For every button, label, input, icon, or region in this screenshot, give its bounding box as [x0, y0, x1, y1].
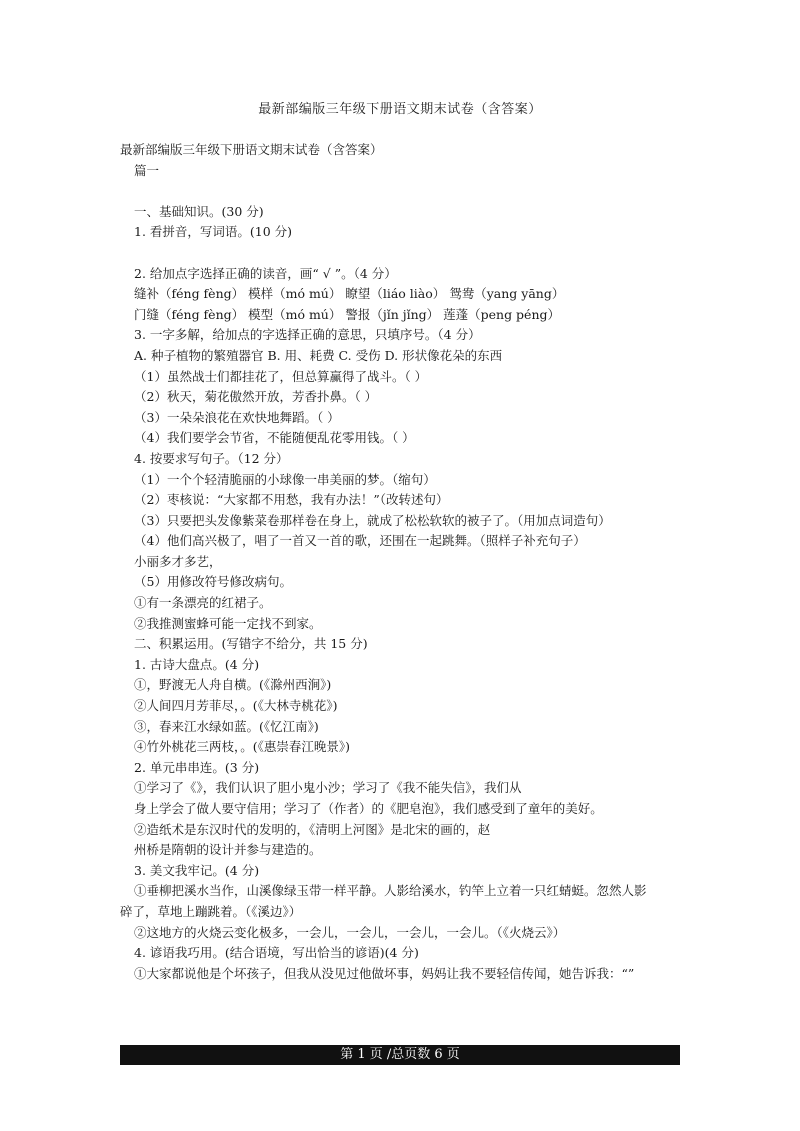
- page-header-title: 最新部编版三年级下册语文期末试卷（含答案）: [258, 102, 542, 117]
- document-line: 3. 美文我牢记。(4 分): [134, 862, 260, 878]
- document-line: 二、积累运用。(写错字不给分，共 15 分): [134, 636, 368, 652]
- document-line: （4）他们高兴极了，唱了一首又一首的歌，还围在一起跳舞。（照样子补充句子）: [134, 533, 586, 549]
- document-line: 碎了，草地上蹦跳着。（《溪边》）: [120, 903, 302, 919]
- document-line: （1）一个个轻清脆丽的小球像一串美丽的梦。（缩句）: [134, 471, 436, 487]
- document-line: [120, 181, 690, 202]
- document-line: ④竹外桃花三两枝，。(《惠崇春江晚景》): [134, 739, 351, 755]
- document-line: ②我推测蜜蜂可能一定找不到家。: [134, 615, 322, 631]
- document-line: （2）秋天，菊花傲然开放，芳香扑鼻。（ ）: [134, 389, 378, 405]
- page-number-label: 第 1 页 /总页数 6 页: [340, 1047, 460, 1062]
- document-line: ①垂柳把溪水当作，山溪像绿玉带一样平静。人影给溪水，钓竿上立着一只红蜻蜓。忽然人影: [134, 883, 647, 899]
- document-line: 4. 谚语我巧用。(结合语境，写出恰当的谚语)(4 分): [134, 945, 419, 961]
- document-line: 1. 古诗大盘点。(4 分): [134, 656, 260, 672]
- document-line: 1. 看拼音，写词语。(10 分): [134, 224, 293, 240]
- document-line: 4. 按要求写句子。（12 分）: [134, 450, 289, 466]
- document-line: ①，野渡无人舟自横。(《滁州西涧》): [134, 677, 332, 693]
- document-line: 小丽多才多艺，: [134, 553, 222, 569]
- document-line: （1）虽然战士们都挂花了，但总算赢得了战斗。（ ）: [134, 368, 428, 384]
- document-line: ①有一条漂亮的红裙子。: [134, 595, 272, 611]
- document-line: ②人间四月芳菲尽，。(《大林寺桃花》): [134, 698, 338, 714]
- document-line: 3. 一字多解，给加点的字选择正确的意思，只填序号。（4 分）: [134, 327, 481, 343]
- document-line: 篇一: [134, 162, 160, 178]
- document-line: 一、基础知识。(30 分): [134, 203, 264, 219]
- document-line: 州桥是隋朝的设计并参与建造的。: [134, 842, 322, 858]
- document-line: ①学习了《》，我们认识了胆小鬼小沙；学习了《我不能失信》，我们从: [134, 780, 522, 796]
- document-line: 2. 单元串串连。(3 分): [134, 759, 260, 775]
- document-line: （3）只要把头发像紫菜卷那样卷在身上，就成了松松软软的被子了。（用加点词造句）: [134, 512, 611, 528]
- document-line: 门缝（féng fèng） 模型（mó mú） 警报（jǐn jǐng） 莲蓬（peng péng）: [134, 306, 561, 322]
- page-footer: [120, 1045, 680, 1065]
- document-line: [120, 243, 690, 264]
- document-line: 2. 给加点字选择正确的读音，画“ √ ”。（4 分）: [134, 265, 397, 281]
- document-line: 身上学会了做人要守信用；学习了（作者）的《肥皂泡》，我们感受到了童年的美好。: [134, 801, 603, 816]
- document-line: （4）我们要学会节省，不能随便乱花零用钱。（ ）: [134, 430, 415, 446]
- document-line: （2）枣核说：“大家都不用愁，我有办法！”（改转述句）: [134, 492, 449, 508]
- document-line: 缝补（féng fèng） 模样（mó mú） 瞭望（liáo liào） 鸳鸯（yang yāng）: [134, 286, 565, 302]
- document-line: ①大家都说他是个坏孩子，但我从没见过他做坏事，妈妈让我不要轻信传闻，她告诉我：“”: [134, 965, 635, 981]
- document-line: 最新部编版三年级下册语文期末试卷（含答案）: [120, 142, 383, 157]
- document-line: （3）一朵朵浪花在欢快地舞蹈。（ ）: [134, 409, 340, 425]
- document-line: （5）用修改符号修改病句。: [134, 574, 292, 590]
- document-line: A. 种子植物的繁殖器官 B. 用、耗费 C. 受伤 D. 形状像花朵的东西: [134, 347, 503, 363]
- document-line: ③，春来江水绿如蓝。(《忆江南》): [134, 718, 319, 734]
- document-body: [120, 140, 690, 984]
- document-line: ②这地方的火烧云变化极多，一会儿，一会儿，一会儿，一会儿。（《火烧云》）: [134, 924, 566, 940]
- document-line: ②造纸术是东汉时代的发明的，《清明上河图》是北宋的画的，赵: [134, 821, 491, 837]
